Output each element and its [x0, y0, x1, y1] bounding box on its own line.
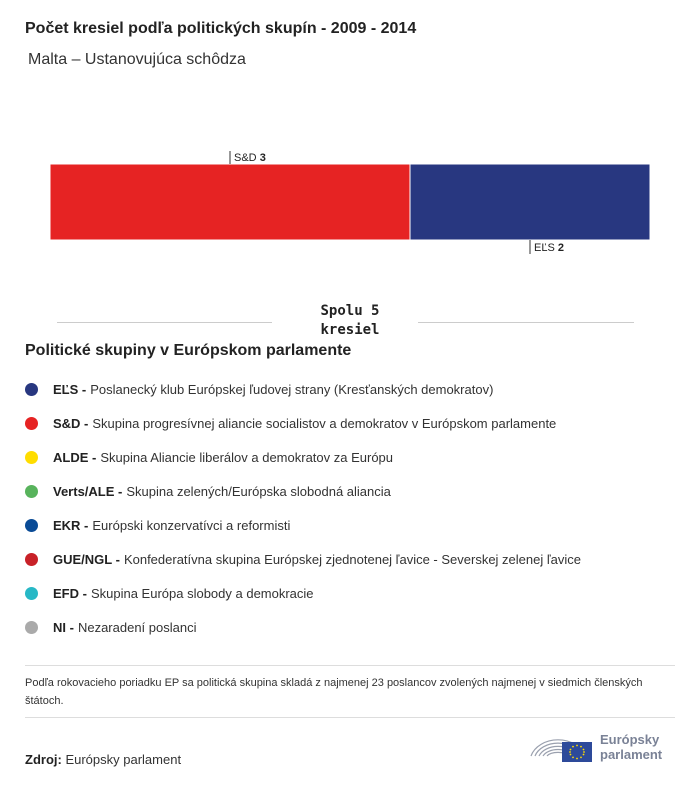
bar-segment-s-d: [50, 164, 410, 240]
logo-line1: Európsky: [600, 732, 660, 747]
source-label: Zdroj:: [25, 752, 62, 767]
legend-description: Skupina Aliancie liberálov a demokratov za Európu: [100, 449, 394, 465]
legend-abbreviation: ALDE -: [53, 449, 97, 465]
bar-segment-e-s: [410, 164, 650, 240]
legend-description: Skupina zelených/Európska slobodná aliancia: [126, 483, 391, 499]
total-seats-label: [300, 302, 400, 340]
legend-abbreviation: EKR -: [53, 517, 89, 533]
bar-value: 2: [557, 242, 564, 254]
source-line: [25, 752, 181, 767]
legend-color-dot: [25, 587, 38, 600]
source-value: Európsky parlament: [65, 752, 182, 767]
legend-title: Politické skupiny v Európskom parlamente: [25, 342, 352, 359]
bar-value: 3: [259, 152, 266, 164]
legend: [25, 372, 685, 644]
stacked-bar-chart: [0, 140, 700, 260]
legend-description: Skupina progresívnej aliancie socialistov a demokratov v Európskom parlamente: [92, 415, 557, 431]
legend-item: [25, 542, 685, 576]
legend-description: Európski konzervatívci a reformisti: [92, 517, 291, 533]
legend-color-dot: [25, 621, 38, 634]
chart-title: Počet kresiel podľa politických skupín - 2009 - 2014: [25, 20, 417, 37]
legend-color-dot: [25, 519, 38, 532]
legend-abbreviation: NI -: [53, 619, 74, 635]
legend-item: [25, 610, 685, 644]
bar-data-label: [534, 242, 564, 254]
legend-abbreviation: S&D -: [53, 415, 89, 431]
note-divider-top: [25, 665, 675, 666]
legend-description: Poslanecký klub Európskej ľudovej strany (Kresťanských demokratov): [90, 381, 494, 397]
hemicycle-flag-icon: [528, 726, 594, 766]
legend-abbreviation: Verts/ALE -: [53, 483, 123, 499]
legend-abbreviation: EĽS -: [53, 381, 87, 397]
legend-item: [25, 406, 685, 440]
chart-subtitle: Malta – Ustanovujúca schôdza: [28, 51, 246, 68]
legend-item: [25, 372, 685, 406]
logo-line2: parlament: [600, 747, 663, 762]
legend-abbreviation: GUE/NGL -: [53, 551, 120, 567]
footnote: Podľa rokovacieho poriadku EP sa politická skupina skladá z najmenej 23 poslancov zvolených najmenej v siedmich členských štátoch.: [25, 677, 643, 707]
legend-color-dot: [25, 417, 38, 430]
legend-color-dot: [25, 451, 38, 464]
note-divider-bottom: [25, 717, 675, 718]
european-parliament-logo: [528, 726, 678, 770]
total-seats-line2: kresiel: [320, 322, 380, 338]
legend-color-dot: [25, 485, 38, 498]
bar-data-label: [234, 152, 266, 164]
legend-item: [25, 576, 685, 610]
legend-description: Konfederatívna skupina Európskej zjednotenej ľavice - Severskej zelenej ľavice: [123, 551, 582, 567]
legend-color-dot: [25, 383, 38, 396]
total-divider-left: [57, 322, 272, 323]
legend-item: [25, 508, 685, 542]
total-divider-right: [418, 322, 634, 323]
total-seats-line1: Spolu 5: [320, 303, 380, 319]
bar-category-name: S&D: [234, 152, 260, 164]
legend-item: [25, 474, 685, 508]
legend-abbreviation: EFD -: [53, 585, 87, 601]
legend-item: [25, 440, 685, 474]
bar-category-name: EĽS: [534, 242, 558, 254]
legend-description: Nezaradení poslanci: [77, 619, 197, 635]
legend-description: Skupina Európa slobody a demokracie: [90, 585, 314, 601]
logo-text: [600, 732, 662, 762]
legend-color-dot: [25, 553, 38, 566]
